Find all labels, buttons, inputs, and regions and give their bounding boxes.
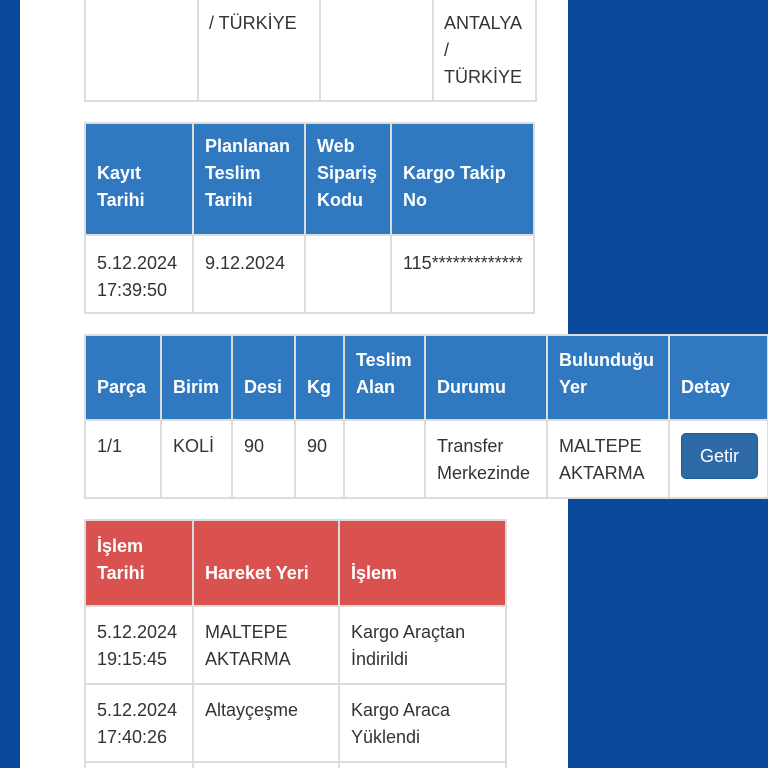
table-row [85,684,506,762]
location-cell: MALTEPE AKTARMA [547,420,669,498]
status-cell: Transfer Merkezinde [425,420,547,498]
planned-delivery-cell: 9.12.2024 [193,235,305,313]
column-header: Hareket Yeri [193,520,339,606]
table-cell [339,762,506,768]
movement-action-cell: Kargo Araca Yüklendi [339,684,506,762]
shipment-dates-table [84,122,535,314]
address-cell: / TÜRKİYE [198,0,320,101]
address-cell [85,0,198,101]
column-header: İşlem [339,520,506,606]
column-header: Kg [295,335,344,420]
column-header: Kargo Takip No [391,123,534,235]
column-header: İşlem Tarihi [85,520,193,606]
column-header: Planlanan Teslim Tarihi [193,123,305,235]
column-header: Parça [85,335,161,420]
table-row [85,235,534,313]
column-header: Teslim Alan [344,335,425,420]
column-header: Web Sipariş Kodu [305,123,391,235]
address-table [84,0,537,102]
detail-cell [669,420,768,498]
web-order-code-cell [305,235,391,313]
kg-cell: 90 [295,420,344,498]
table-row [85,762,506,768]
unit-cell: KOLİ [161,420,232,498]
table-cell [193,762,339,768]
parcel-parts-table [84,334,768,499]
table-row [85,606,506,684]
movement-action-cell: Kargo Araçtan İndirildi [339,606,506,684]
table-header-row [85,335,768,420]
movement-date-cell: 5.12.2024 17:40:26 [85,684,193,762]
movement-date-cell: 5.12.2024 19:15:45 [85,606,193,684]
desi-cell: 90 [232,420,295,498]
table-cell [85,762,193,768]
column-header: Detay [669,335,768,420]
column-header: Bulunduğu Yer [547,335,669,420]
table-row [85,0,536,101]
address-cell: ANTALYA / TÜRKİYE [433,0,536,101]
column-header: Desi [232,335,295,420]
table-header-row [85,123,534,235]
part-cell: 1/1 [85,420,161,498]
column-header: Kayıt Tarihi [85,123,193,235]
column-header: Durumu [425,335,547,420]
movements-table [84,519,507,768]
page-background-left [0,0,20,768]
detail-getir-button[interactable]: Getir [681,433,758,479]
movement-location-cell: MALTEPE AKTARMA [193,606,339,684]
table-row [85,420,768,498]
tracking-number-cell: 115************* [391,235,534,313]
table-header-row [85,520,506,606]
movement-location-cell: Altayçeşme [193,684,339,762]
record-date-cell: 5.12.2024 17:39:50 [85,235,193,313]
received-by-cell [344,420,425,498]
column-header: Birim [161,335,232,420]
address-cell [320,0,433,101]
